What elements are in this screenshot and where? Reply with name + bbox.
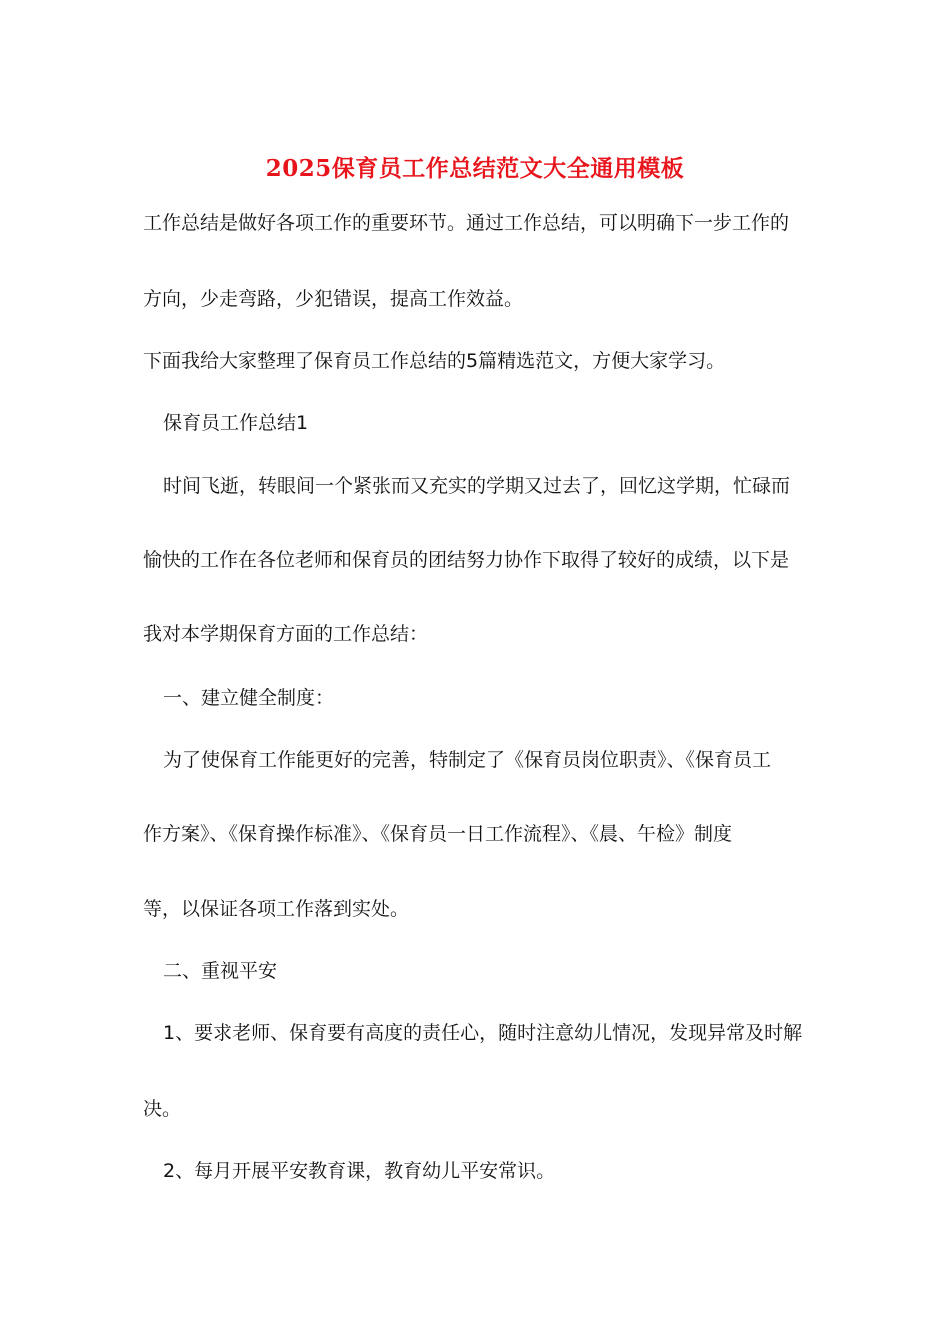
list-item-2: 2、每月开展平安教育课，教育幼儿平安常识。 <box>163 1160 556 1182</box>
intro-line-1: 工作总结是做好各项工作的重要环节。通过工作总结，可以明确下一步工作的 <box>143 212 790 234</box>
section-heading-system: 一、建立健全制度： <box>163 687 335 709</box>
paragraph-line-6: 等，以保证各项工作落到实处。 <box>143 898 410 920</box>
document-title: 2025保育员工作总结范文大全通用模板 <box>265 155 685 182</box>
list-item-1-line-2: 决。 <box>143 1098 182 1120</box>
section-heading-summary-1: 保育员工作总结1 <box>163 412 309 434</box>
paragraph-line-1: 时间飞逝，转眼间一个紧张而又充实的学期又过去了，回忆这学期，忙碌而 <box>163 475 791 497</box>
paragraph-line-3: 我对本学期保育方面的工作总结： <box>143 623 429 645</box>
section-heading-safety: 二、重视平安 <box>163 960 278 982</box>
paragraph-line-5: 作方案》、《保育操作标准》、《保育员一日工作流程》、《晨、午检》制度 <box>143 823 733 845</box>
paragraph-line-4: 为了使保育工作能更好的完善，特制定了《保育员岗位职责》、《保育员工 <box>163 749 772 771</box>
intro-line-2: 方向，少走弯路，少犯错误，提高工作效益。 <box>143 288 524 310</box>
list-item-1-line-1: 1、要求老师、保育要有高度的责任心，随时注意幼儿情况，发现异常及时解 <box>163 1022 803 1044</box>
paragraph-line-2: 愉快的工作在各位老师和保育员的团结努力协作下取得了较好的成绩，以下是 <box>143 549 790 571</box>
intro-line-3: 下面我给大家整理了保育员工作总结的5篇精选范文，方便大家学习。 <box>143 350 726 372</box>
